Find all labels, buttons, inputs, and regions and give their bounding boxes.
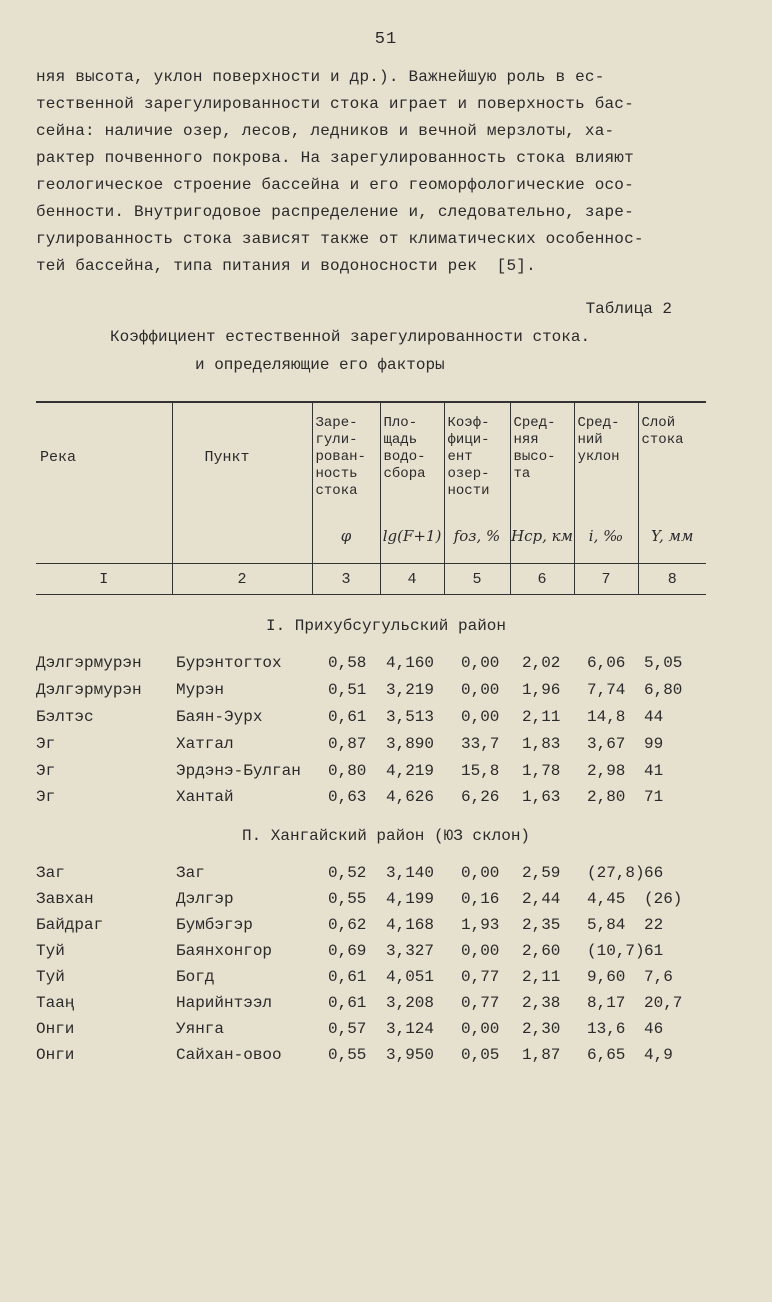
cell-value: 3,513 xyxy=(386,708,435,726)
paragraph-line: тей бассейна, типа питания и водоносности рек [5]. xyxy=(36,257,536,275)
paragraph-line: тественной зарегулированности стока играет и поверхность бас- xyxy=(36,95,634,113)
column-header-lake-coefficient: Коэф- фици- ент озер- ности fоз, % xyxy=(447,415,501,545)
cell-value: 3,950 xyxy=(386,1046,435,1064)
cell-river: Эг xyxy=(36,762,56,780)
table-row xyxy=(36,1016,664,1042)
paragraph-line: бенности. Внутригодовое распределение и, следовательно, заре- xyxy=(36,203,634,221)
cell-value: 66 xyxy=(644,864,664,882)
table-row xyxy=(36,912,664,938)
cell-station: Заг xyxy=(176,864,205,882)
cell-value: 7,6 xyxy=(644,968,673,986)
cell-value: 1,87 xyxy=(522,1046,561,1064)
cell-value: 4,219 xyxy=(386,762,435,780)
cell-value: 0,69 xyxy=(328,942,367,960)
cell-value: 0,16 xyxy=(461,890,500,908)
cell-station: Дэлгэр xyxy=(176,890,234,908)
cell-station: Богд xyxy=(176,968,215,986)
cell-value: 0,63 xyxy=(328,788,367,806)
column-number: 4 xyxy=(380,564,444,595)
column-header-basin-area: Пло- щадь водо- сбора lg(F+1) xyxy=(382,415,442,545)
column-header-station: Пункт xyxy=(204,449,250,466)
cell-value: 0,00 xyxy=(461,942,500,960)
column-header-river: Река xyxy=(40,449,77,466)
column-header-runoff-depth: Слой стока Y, мм xyxy=(641,415,694,545)
cell-station: Уянга xyxy=(176,1020,225,1038)
cell-value: 2,30 xyxy=(522,1020,561,1038)
table-row xyxy=(36,650,683,676)
cell-value: 0,61 xyxy=(328,968,367,986)
cell-value: 6,26 xyxy=(461,788,500,806)
table-row xyxy=(36,860,664,886)
cell-value: 2,02 xyxy=(522,654,561,672)
paragraph-line: рактер почвенного покрова. На зарегулированность стока влияют xyxy=(36,149,634,167)
cell-station: Баян-Эурх xyxy=(176,708,263,726)
cell-value: 22 xyxy=(644,916,664,934)
column-number: 5 xyxy=(444,564,510,595)
cell-station: Нарийнтээл xyxy=(176,994,273,1012)
cell-station: Эрдэнэ-Булган xyxy=(176,762,301,780)
body-paragraph xyxy=(36,64,736,280)
column-header-mean-height: Сред- няя высо- та Hср, км xyxy=(510,415,573,545)
cell-value: 4,199 xyxy=(386,890,435,908)
column-header-regulation: Заре- гули- рован- ность стока φ xyxy=(315,415,366,545)
cell-river: Эг xyxy=(36,735,56,753)
table-row xyxy=(36,784,664,810)
cell-value: 2,38 xyxy=(522,994,561,1012)
column-number: 3 xyxy=(312,564,380,595)
cell-value: 2,80 xyxy=(587,788,626,806)
table-row xyxy=(36,886,683,912)
cell-value: 3,890 xyxy=(386,735,435,753)
cell-river: Дэлгэрмурэн xyxy=(36,681,142,699)
paragraph-line: сейна: наличие озер, лесов, ледников и вечной мерзлоты, ха- xyxy=(36,122,615,140)
cell-river: Дэлгэрмурэн xyxy=(36,654,142,672)
cell-value: 2,35 xyxy=(522,916,561,934)
table-row xyxy=(36,758,664,784)
cell-value: 4,168 xyxy=(386,916,435,934)
cell-river: Байдраг xyxy=(36,916,104,934)
cell-value: 15,8 xyxy=(461,762,500,780)
table-row xyxy=(36,704,664,730)
cell-value: 4,9 xyxy=(644,1046,673,1064)
cell-value: 4,051 xyxy=(386,968,435,986)
column-number: 7 xyxy=(574,564,638,595)
section-title: П. Хангайский район (ЮЗ склон) xyxy=(241,827,531,845)
cell-value: (10,7) xyxy=(587,942,645,960)
cell-value: 1,83 xyxy=(522,735,561,753)
cell-station: Сайхан-овоо xyxy=(176,1046,282,1064)
table-subtitle: и определяющие его факторы xyxy=(195,356,445,374)
cell-value: 7,74 xyxy=(587,681,626,699)
cell-river: Заг xyxy=(36,864,65,882)
section-title: I. Прихубсугульский район xyxy=(265,617,507,635)
table-row xyxy=(36,990,683,1016)
page-number: 51 xyxy=(374,30,398,49)
column-header-mean-slope: Сред- ний уклон i, ‰ xyxy=(577,415,624,545)
cell-value: 99 xyxy=(644,735,664,753)
cell-value: 5,84 xyxy=(587,916,626,934)
cell-value: 0,55 xyxy=(328,890,367,908)
cell-value: 0,00 xyxy=(461,654,500,672)
cell-station: Мурэн xyxy=(176,681,225,699)
cell-value: 6,80 xyxy=(644,681,683,699)
cell-river: Бэлтэс xyxy=(36,708,94,726)
cell-value: 1,78 xyxy=(522,762,561,780)
cell-value: 3,140 xyxy=(386,864,435,882)
cell-river: Онги xyxy=(36,1046,75,1064)
cell-value: 44 xyxy=(644,708,664,726)
cell-station: Баянхонгор xyxy=(176,942,273,960)
cell-river: Онги xyxy=(36,1020,75,1038)
cell-river: Тааң xyxy=(36,994,75,1012)
table-header xyxy=(36,401,706,595)
cell-value: 0,00 xyxy=(461,1020,500,1038)
cell-river: Туй xyxy=(36,942,65,960)
cell-value: 61 xyxy=(644,942,664,960)
cell-value: 3,327 xyxy=(386,942,435,960)
cell-value: 0,00 xyxy=(461,681,500,699)
cell-value: 2,98 xyxy=(587,762,626,780)
cell-value: 13,6 xyxy=(587,1020,626,1038)
paragraph-line: няя высота, уклон поверхности и др.). Важнейшую роль в ес- xyxy=(36,68,605,86)
cell-value: 4,45 xyxy=(587,890,626,908)
cell-station: Бурэнтогтох xyxy=(176,654,282,672)
column-number: 6 xyxy=(510,564,574,595)
paragraph-line: гулированность стока зависят также от климатических особеннос- xyxy=(36,230,644,248)
cell-value: 2,11 xyxy=(522,968,561,986)
paragraph-line: геологическое строение бассейна и его геоморфологические осо- xyxy=(36,176,634,194)
cell-value: 20,7 xyxy=(644,994,683,1012)
table-title: Коэффициент естественной зарегулированности стока. xyxy=(110,328,591,346)
cell-value: 0,87 xyxy=(328,735,367,753)
cell-value: 9,60 xyxy=(587,968,626,986)
column-number: 2 xyxy=(172,564,312,595)
cell-value: 33,7 xyxy=(461,735,500,753)
cell-value: 0,61 xyxy=(328,708,367,726)
cell-value: 4,160 xyxy=(386,654,435,672)
cell-river: Эг xyxy=(36,788,56,806)
cell-value: (27,8) xyxy=(587,864,645,882)
cell-value: 14,8 xyxy=(587,708,626,726)
cell-value: 2,11 xyxy=(522,708,561,726)
cell-value: 3,67 xyxy=(587,735,626,753)
table-row xyxy=(36,677,683,703)
cell-value: 3,124 xyxy=(386,1020,435,1038)
cell-value: 0,00 xyxy=(461,864,500,882)
table-row xyxy=(36,1042,673,1068)
cell-value: 2,44 xyxy=(522,890,561,908)
column-number: I xyxy=(36,564,172,595)
cell-river: Туй xyxy=(36,968,65,986)
cell-value: 4,626 xyxy=(386,788,435,806)
cell-value: 0,58 xyxy=(328,654,367,672)
cell-value: 41 xyxy=(644,762,664,780)
table-row xyxy=(36,731,664,757)
table-row xyxy=(36,964,673,990)
cell-value: 0,61 xyxy=(328,994,367,1012)
table-row xyxy=(36,938,664,964)
cell-value: 1,93 xyxy=(461,916,500,934)
cell-value: 6,65 xyxy=(587,1046,626,1064)
cell-value: 0,05 xyxy=(461,1046,500,1064)
cell-value: 6,06 xyxy=(587,654,626,672)
cell-value: 5,05 xyxy=(644,654,683,672)
column-number: 8 xyxy=(638,564,706,595)
cell-value: (26) xyxy=(644,890,683,908)
cell-value: 0,77 xyxy=(461,994,500,1012)
cell-value: 46 xyxy=(644,1020,664,1038)
table-label: Таблица 2 xyxy=(585,300,672,318)
cell-river: Завхан xyxy=(36,890,94,908)
cell-value: 8,17 xyxy=(587,994,626,1012)
cell-station: Хатгал xyxy=(176,735,234,753)
cell-value: 0,51 xyxy=(328,681,367,699)
cell-station: Хантай xyxy=(176,788,234,806)
cell-value: 2,59 xyxy=(522,864,561,882)
cell-value: 1,96 xyxy=(522,681,561,699)
cell-value: 0,80 xyxy=(328,762,367,780)
cell-value: 0,62 xyxy=(328,916,367,934)
cell-value: 0,00 xyxy=(461,708,500,726)
cell-value: 3,208 xyxy=(386,994,435,1012)
cell-value: 0,77 xyxy=(461,968,500,986)
cell-value: 71 xyxy=(644,788,664,806)
cell-value: 0,57 xyxy=(328,1020,367,1038)
cell-value: 0,52 xyxy=(328,864,367,882)
cell-value: 3,219 xyxy=(386,681,435,699)
cell-value: 1,63 xyxy=(522,788,561,806)
cell-station: Бумбэгэр xyxy=(176,916,253,934)
cell-value: 0,55 xyxy=(328,1046,367,1064)
cell-value: 2,60 xyxy=(522,942,561,960)
